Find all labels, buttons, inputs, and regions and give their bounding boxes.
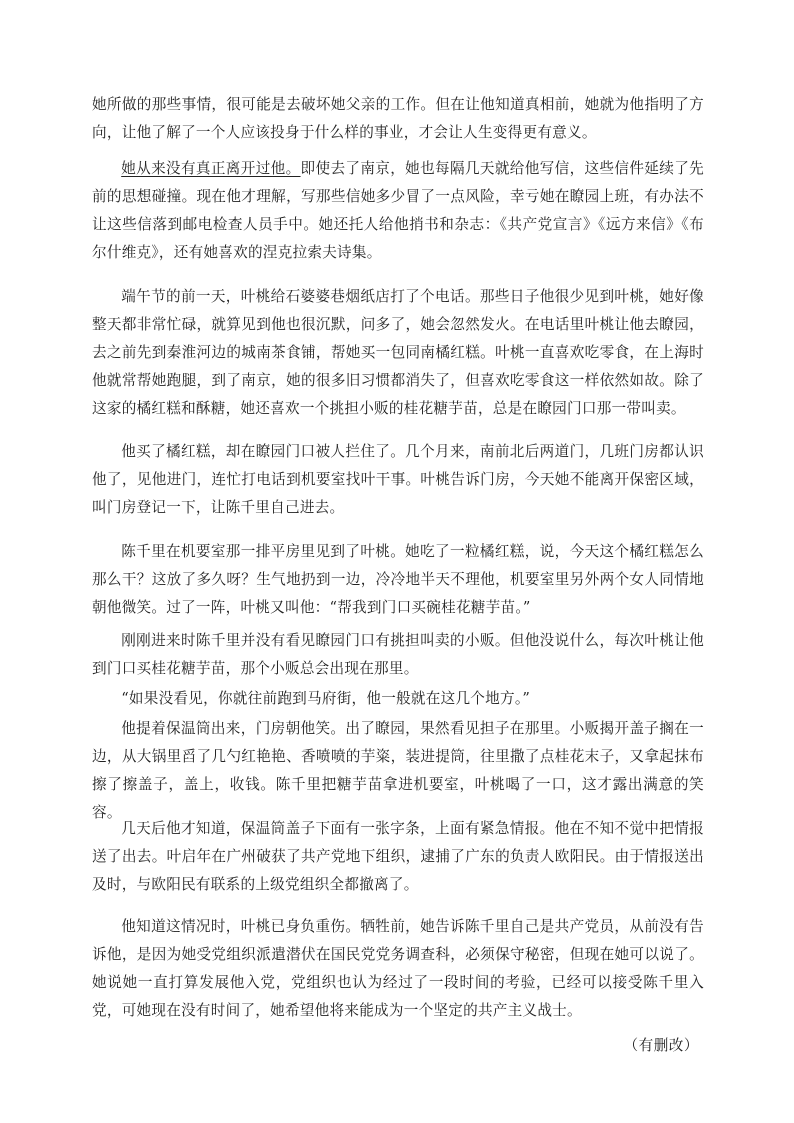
underlined-sentence: 她从来没有真正离开过他。 <box>121 160 301 177</box>
paragraph-8: 他提着保温筒出来，门房朝他笑。出了瞭园，果然看见担子在那里。小贩揭开盖子搁在一边，从大锅里舀了几勺红艳艳、香喷喷的芋粢，装进提筒，往里撒了点桂花末子，又拿起抹布擦了擦盖子，盖上，收钱。陈千里把糖芋苗拿进机要室，叶桃喝了一口，这才露出满意的笑容。 <box>92 720 704 821</box>
paragraph-3: 端午节的前一天，叶桃给石婆婆巷烟纸店打了个电话。那些日子他很少见到叶桃，她好像整天都非常忙碌，就算见到他也很沉默，问多了，她会忽然发火。在电话里叶桃让他去瞭园，去之前先到秦淮河边的城南茶食铺，帮她买一包同南橘红糕。叶桃一直喜欢吃零食，在上海时他就常帮她跑腿，到了南京，她的很多旧习惯都消失了，但喜欢吃零食这一样依然如故。除了这家的橘红糕和酥糖，她还喜欢一个挑担小贩的桂花糖芋苗，总是在瞭园门口那一带叫卖。 <box>92 288 704 417</box>
paragraph-9: 几天后他才知道，保温筒盖子下面有一张字条，上面有紧急情报。他在不知不觉中把情报送了出去。叶启年在广州破获了共产党地下组织，逮捕了广东的负责人欧阳民。由于情报送出及时，与欧阳民有联系的上级党组织全都撤离了。 <box>92 820 704 893</box>
paragraph-7: “如果没看见，你就往前跑到马府街，他一般就在这几个地方。” <box>121 690 531 707</box>
paragraph-5: 陈千里在机要室那一排平房里见到了叶桃。她吃了一粒橘红糕，说，今天这个橘红糕怎么那么干？这放了多久呀？生气地扔到一边，冷冷地半天不理他，机要室里另外两个女人同情地朝他微笑。过了一阵，叶桃又叫他：“帮我到门口买碗桂花糖芋苗。” <box>92 543 704 616</box>
paragraph-1: 她所做的那些事情，很可能是去破坏她父亲的工作。但在让他知道真相前，她就为他指明了方向，让他了解了一个人应该投身于什么样的事业，才会让人生变得更有意义。 <box>92 96 704 141</box>
source-note: （有删改） <box>623 1037 699 1054</box>
paragraph-10: 他知道这情况时，叶桃已身负重伤。牺牲前，她告诉陈千里自己是共产党员，从前没有告诉他，是因为她受党组织派遣潜伏在国民党党务调查科，必须保守秘密，但现在她可以说了。她说她一直打算发展他入党，党组织也认为经过了一段时间的考验，已经可以接受陈千里入党，可她现在没有时间了，她希望他将来能成为一个坚定的共产主义战士。 <box>92 918 704 1019</box>
paragraph-2-text: 即使去了南京，她也每隔几天就给他写信，这些信件延续了先前的思想碰撞。现在他才理解，写那些信她多少冒了一点风险，幸亏她在瞭园上班，有办法不让这些信落到邮电检查人员手中。她还托人给他捎书和杂志：《共产党宣言》《远方来信》《布尔什维克》，还有她喜欢的涅克拉索夫诗集。 <box>92 160 704 261</box>
paragraph-4: 他买了橘红糕，却在瞭园门口被人拦住了。几个月来，南前北后两道门，几班门房都认识他了，见他进门，连忙打电话到机要室找叶干事。叶桃告诉门房，今天她不能离开保密区域，叫门房登记一下，让陈千里自己进去。 <box>92 443 704 516</box>
paragraph-2 <box>92 155 704 267</box>
paragraph-6: 刚刚进来时陈千里并没有看见瞭园门口有挑担叫卖的小贩。但他没说什么，每次叶桃让他到门口买桂花糖芋苗，那个小贩总会出现在那里。 <box>92 632 704 677</box>
